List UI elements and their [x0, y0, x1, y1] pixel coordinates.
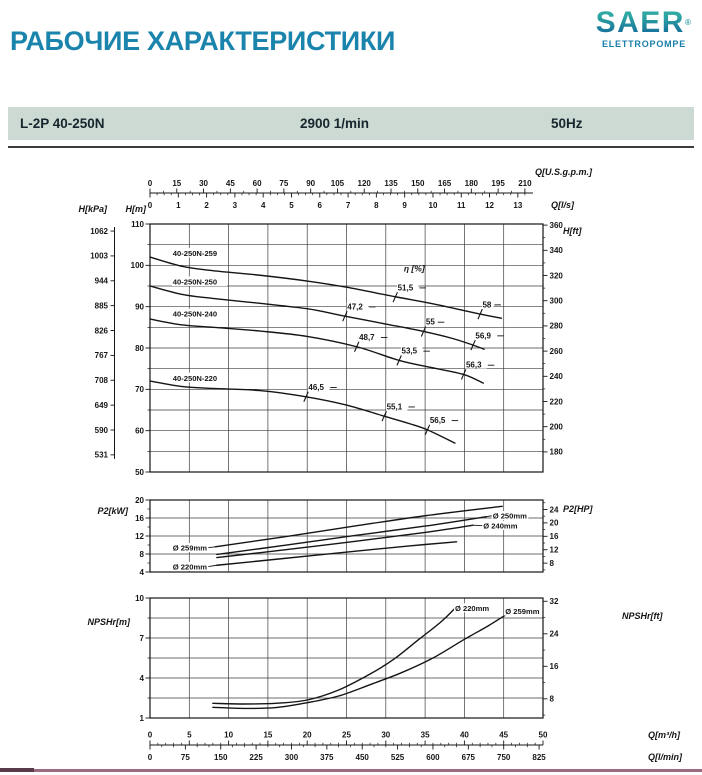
- tick-kw: 8: [139, 549, 144, 559]
- tick-m3h: 50: [538, 730, 548, 740]
- efficiency-value: 51,5: [397, 283, 414, 293]
- tick-ls: 8: [374, 201, 379, 210]
- tick-gpm: 30: [199, 179, 209, 188]
- tick-kw: 16: [135, 513, 144, 523]
- tick-hp: 24: [549, 505, 559, 515]
- tick-ls: 3: [232, 201, 238, 210]
- tick-npsh-m: 4: [139, 673, 144, 683]
- tick-gpm: 180: [464, 179, 479, 188]
- tick-head-ft: 300: [549, 296, 563, 306]
- tick-kpa: 767: [94, 351, 108, 361]
- tick-m3h: 0: [147, 730, 153, 740]
- tick-ls: 1: [176, 201, 181, 210]
- tick-npsh-m: 1: [139, 713, 144, 723]
- tick-ls: 7: [345, 201, 351, 210]
- efficiency-value: 55,1: [386, 402, 403, 412]
- efficiency-value: 53,5: [401, 346, 418, 356]
- curve-40-250N-220: [150, 381, 455, 443]
- tick-ls: 4: [260, 201, 266, 210]
- series-label: Ø 250mm: [492, 511, 527, 521]
- tick-m3h: 5: [187, 730, 192, 740]
- tick-head-ft: 280: [549, 321, 563, 331]
- footer-line: [0, 769, 702, 772]
- registered-mark: ®: [684, 18, 693, 27]
- tick-head-m: 70: [135, 385, 144, 395]
- pump-speed: 2900 1/min: [300, 116, 370, 131]
- efficiency-value: 56,9: [475, 331, 491, 341]
- tick-m3h: 45: [499, 730, 509, 740]
- efficiency-value: 47,2: [347, 302, 363, 312]
- pump-model-label: 40-250N-220: [172, 373, 218, 383]
- tick-lmin: 225: [249, 753, 263, 762]
- axis-label-usgpm: Q[U.S.g.p.m.]: [535, 167, 592, 177]
- tick-hp: 16: [549, 532, 559, 542]
- tick-npsh-ft: 8: [549, 694, 554, 704]
- tick-gpm: 210: [518, 179, 532, 188]
- curve--259mm: [213, 615, 506, 709]
- tick-lmin: 0: [147, 753, 153, 762]
- tick-head-m: 80: [135, 343, 144, 353]
- tick-head-ft: 200: [549, 422, 563, 432]
- tick-kw: 20: [135, 495, 144, 505]
- efficiency-value: 58: [482, 300, 492, 310]
- series-label: Ø 220mm: [172, 562, 207, 572]
- tick-head-ft: 180: [549, 447, 563, 457]
- tick-kpa: 1003: [90, 251, 108, 261]
- tick-lmin: 825: [532, 753, 546, 762]
- tick-kpa: 531: [94, 450, 108, 460]
- tick-gpm: 60: [252, 179, 262, 188]
- tick-gpm: 90: [306, 179, 316, 188]
- tick-npsh-ft: 24: [549, 629, 559, 639]
- pump-model: L-2P 40-250N: [20, 116, 105, 131]
- tick-ls: 11: [457, 201, 466, 210]
- logo-text: SAER: [595, 6, 685, 39]
- tick-kpa: 1062: [90, 226, 108, 236]
- axis-label-head-ft: H[ft]: [563, 226, 582, 236]
- tick-kpa: 944: [94, 276, 108, 286]
- tick-lmin: 450: [355, 753, 369, 762]
- tick-npsh-ft: 16: [549, 662, 559, 672]
- tick-head-ft: 360: [549, 220, 563, 230]
- tick-gpm: 150: [411, 179, 425, 188]
- tick-kpa: 590: [94, 425, 108, 435]
- tick-kpa: 826: [94, 326, 108, 336]
- tick-head-ft: 260: [549, 346, 563, 356]
- tick-kpa: 649: [94, 400, 108, 410]
- tick-npsh-m: 7: [139, 633, 144, 643]
- tick-hp: 20: [549, 518, 559, 528]
- tick-ls: 12: [485, 201, 495, 210]
- tick-m3h: 20: [302, 730, 312, 740]
- tick-ls: 10: [428, 201, 438, 210]
- tick-hp: 12: [549, 545, 559, 555]
- pump-model-label: 40-250N-259: [172, 248, 218, 258]
- axis-label-ls: Q[l/s]: [551, 200, 575, 210]
- axis-label-kpa: H[kPa]: [78, 204, 107, 214]
- axis-label-kw: P2[kW]: [97, 506, 128, 516]
- efficiency-value: 56,5: [429, 416, 446, 426]
- tick-ls: 5: [289, 201, 294, 210]
- tick-npsh-ft: 32: [549, 597, 559, 607]
- tick-gpm: 135: [384, 179, 398, 188]
- page-title: РАБОЧИЕ ХАРАКТЕРИСТИКИ: [10, 26, 396, 56]
- tick-lmin: 300: [284, 753, 299, 762]
- tick-lmin: 75: [180, 753, 190, 762]
- tick-gpm: 165: [437, 179, 452, 188]
- tick-ls: 6: [317, 201, 323, 210]
- logo-subtitle: ELETTROPOMPE: [601, 39, 687, 49]
- tick-head-ft: 240: [549, 372, 563, 382]
- tick-m3h: 15: [263, 730, 273, 740]
- tick-kpa: 885: [94, 301, 108, 311]
- axis-label-head-m: H[m]: [125, 204, 146, 214]
- tick-head-m: 90: [135, 302, 144, 312]
- tick-ls: 9: [402, 201, 407, 210]
- tick-gpm: 195: [491, 179, 505, 188]
- tick-lmin: 600: [426, 753, 440, 762]
- tick-kw: 12: [135, 531, 144, 541]
- tick-lmin: 675: [461, 753, 476, 762]
- efficiency-value: 46,5: [308, 383, 324, 393]
- tick-gpm: 0: [147, 179, 153, 188]
- tick-ls: 13: [513, 201, 523, 210]
- series-label: Ø 259mm: [505, 607, 540, 617]
- tick-m3h: 25: [342, 730, 351, 740]
- series-label: Ø 240mm: [483, 521, 518, 531]
- tick-m3h: 10: [224, 730, 234, 740]
- tick-kpa: 708: [94, 376, 108, 386]
- pump-frequency: 50Hz: [551, 116, 583, 131]
- tick-head-ft: 340: [549, 246, 563, 256]
- tick-head-m: 100: [130, 261, 144, 271]
- tick-lmin: 150: [214, 753, 228, 762]
- tick-head-m: 50: [135, 467, 144, 477]
- tick-head-ft: 320: [549, 271, 563, 281]
- tick-m3h: 35: [420, 730, 430, 740]
- efficiency-value: 56,3: [465, 360, 482, 370]
- series-label: Ø 259mm: [172, 543, 207, 553]
- footer-accent: [0, 768, 34, 772]
- tick-gpm: 75: [279, 179, 289, 188]
- curve--250mm: [217, 517, 487, 555]
- tick-m3h: 40: [459, 730, 469, 740]
- axis-label-m3h: Q[m³/h]: [648, 730, 680, 740]
- tick-ls: 0: [147, 201, 153, 210]
- tick-head-ft: 220: [549, 397, 563, 407]
- tick-hp: 8: [549, 558, 554, 568]
- tick-lmin: 750: [497, 753, 511, 762]
- tick-ls: 2: [204, 201, 209, 210]
- tick-m3h: 30: [381, 730, 391, 740]
- efficiency-value: 55: [425, 317, 435, 327]
- axis-label-hp: P2[HP]: [563, 504, 593, 514]
- tick-gpm: 15: [172, 179, 182, 188]
- efficiency-axis-label: η [%]: [403, 263, 425, 274]
- tick-gpm: 105: [330, 179, 345, 188]
- series-label: Ø 220mm: [454, 603, 490, 613]
- curve--220mm: [213, 607, 457, 704]
- axis-label-lmin: Q[l/min]: [648, 752, 682, 762]
- tick-lmin: 525: [390, 753, 405, 762]
- tick-head-m: 60: [135, 426, 144, 436]
- pump-model-label: 40-250N-250: [172, 277, 218, 287]
- tick-npsh-m: 10: [135, 593, 144, 603]
- axis-label-npsh-m: NPSHr[m]: [87, 617, 130, 627]
- tick-head-m: 110: [131, 219, 144, 229]
- axis-label-npsh-ft: NPSHr[ft]: [622, 611, 663, 621]
- tick-kw: 4: [139, 567, 144, 577]
- pump-model-label: 40-250N-240: [172, 309, 218, 319]
- tick-gpm: 120: [357, 179, 371, 188]
- tick-lmin: 375: [320, 753, 334, 762]
- tick-gpm: 45: [225, 179, 235, 188]
- efficiency-value: 48,7: [359, 333, 375, 343]
